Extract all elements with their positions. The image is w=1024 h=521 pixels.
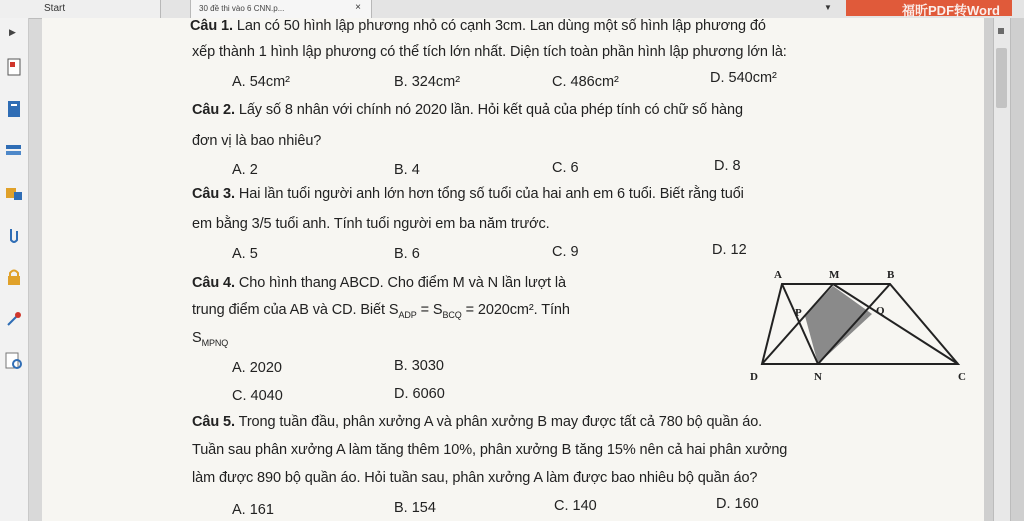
question-3-line-1 xyxy=(192,186,744,202)
page-thumbnail-icon[interactable] xyxy=(3,56,25,78)
question-4-sub-mpnq: MPNQ xyxy=(201,337,229,348)
question-5-text-1: Trong tuần đầu, phân xưởng A và phân xưởng B may được tất cả 780 bộ quần áo. xyxy=(238,414,763,430)
question-4-line-1 xyxy=(192,275,566,291)
question-4-option-b: B. 3030 xyxy=(394,358,444,374)
brand-banner[interactable] xyxy=(846,0,1012,16)
question-5-option-b: B. 154 xyxy=(394,500,436,516)
question-4-text-1: Cho hình thang ABCD. Cho điểm M và N lần lượt là xyxy=(238,275,566,291)
question-3-option-b: B. 6 xyxy=(394,246,420,262)
trapezoid-diagram xyxy=(732,266,972,386)
tab-document[interactable] xyxy=(190,0,372,18)
question-4-label: Câu 4. xyxy=(192,275,235,291)
left-toolbar xyxy=(0,18,29,521)
question-3-text-1: Hai lần tuổi người anh lớn hơn tổng số tuổi của hai anh em 6 tuổi. Biết rằng tuổi xyxy=(238,186,744,202)
question-4-option-a: A. 2020 xyxy=(232,360,282,376)
close-tab-icon[interactable]: × xyxy=(355,2,361,13)
vertical-scrollbar[interactable] xyxy=(993,18,1011,521)
scrollbar-thumb[interactable] xyxy=(996,48,1007,108)
tab-start-label: Start xyxy=(44,3,66,14)
label-p: P xyxy=(795,307,802,319)
question-4-eq-2: = 2020cm². Tính xyxy=(461,302,570,318)
question-1-line-1 xyxy=(190,18,766,34)
question-2-option-b: B. 4 xyxy=(394,162,420,178)
question-4-sub-bcq: BCQ xyxy=(442,309,462,320)
question-2-option-a: A. 2 xyxy=(232,162,258,178)
question-5-option-a: A. 161 xyxy=(232,502,274,518)
expand-arrow-icon[interactable]: ▶ xyxy=(9,27,16,37)
question-5-option-c: C. 140 xyxy=(554,498,597,514)
question-1-option-c: C. 486cm² xyxy=(552,74,619,90)
question-2-option-d: D. 8 xyxy=(714,158,741,174)
tab-document-label: 30 đề thi vào 6 CNN.p... xyxy=(199,4,285,13)
question-1-option-b: B. 324cm² xyxy=(394,74,461,90)
lock-icon[interactable] xyxy=(3,266,25,288)
label-n: N xyxy=(814,371,822,383)
question-1-label: Câu 1. xyxy=(190,18,233,34)
question-4-sub-adp: ADP xyxy=(398,309,417,320)
label-d: D xyxy=(750,371,758,383)
document-page xyxy=(42,18,984,521)
question-4-text-2: trung điểm của AB và CD. Biết S xyxy=(192,302,399,318)
question-3-text-2: em bằng 3/5 tuổi anh. Tính tuổi người em ba năm trước. xyxy=(192,216,550,232)
question-5-option-d: D. 160 xyxy=(716,496,759,512)
question-1-text-1: Lan có 50 hình lập phương nhỏ có cạnh 3cm. Lan dùng một số hình lập phương đó xyxy=(236,18,766,34)
question-3-option-a: A. 5 xyxy=(232,246,258,262)
question-4-option-c: C. 4040 xyxy=(232,388,283,404)
bookmark-icon[interactable] xyxy=(3,98,25,120)
shaded-quadrilateral-mpnq xyxy=(805,286,872,364)
label-b: B xyxy=(887,269,895,281)
question-1-text-2: xếp thành 1 hình lập phương có thể tích lớn nhất. Diện tích toàn phần hình lập phương lớn là: xyxy=(192,44,787,60)
question-4-text-3: S xyxy=(192,330,202,346)
question-3-option-c: C. 9 xyxy=(552,244,579,260)
question-5-line-1 xyxy=(192,414,762,430)
question-4-line-3 xyxy=(192,330,228,348)
attachment-icon[interactable] xyxy=(3,224,25,246)
tools-icon[interactable] xyxy=(3,308,25,330)
question-1-option-a: A. 54cm² xyxy=(232,74,291,90)
question-5-label: Câu 5. xyxy=(192,414,235,430)
question-1-option-d: D. 540cm² xyxy=(710,70,777,86)
question-4-line-2 xyxy=(192,302,570,320)
question-3-label: Câu 3. xyxy=(192,186,235,202)
question-2-text-1: Lấy số 8 nhân với chính nó 2020 lần. Hỏi kết quả của phép tính có chữ số hàng xyxy=(238,102,743,118)
question-2-text-2: đơn vị là bao nhiêu? xyxy=(192,133,322,149)
layers-icon[interactable] xyxy=(3,140,25,162)
label-q: Q xyxy=(876,305,885,317)
tab-bar xyxy=(0,0,1024,19)
question-2-line-1 xyxy=(192,102,743,118)
signature-icon[interactable] xyxy=(3,182,25,204)
label-c: C xyxy=(958,371,966,383)
scroll-marker xyxy=(998,28,1004,34)
question-5-text-2: Tuần sau phân xưởng A làm tăng thêm 10%, phân xưởng B tăng 15% nên cả hai phân xưởng xyxy=(192,442,788,458)
question-5-text-3: làm được 890 bộ quần áo. Hỏi tuần sau, phân xưởng A làm được bao nhiêu bộ quần áo? xyxy=(192,470,758,486)
question-2-option-c: C. 6 xyxy=(552,160,579,176)
label-a: A xyxy=(774,269,782,281)
question-3-option-d: D. 12 xyxy=(712,242,747,258)
label-m: M xyxy=(829,269,840,281)
question-4-option-d: D. 6060 xyxy=(394,386,445,402)
search-document-icon[interactable] xyxy=(3,350,25,372)
brand-label: 福昕PDF转Word xyxy=(902,3,1000,18)
question-4-eq-1: = S xyxy=(416,302,443,318)
tab-dropdown-icon[interactable]: ▼ xyxy=(824,3,832,12)
question-2-label: Câu 2. xyxy=(192,102,235,118)
tab-start[interactable] xyxy=(0,0,161,18)
